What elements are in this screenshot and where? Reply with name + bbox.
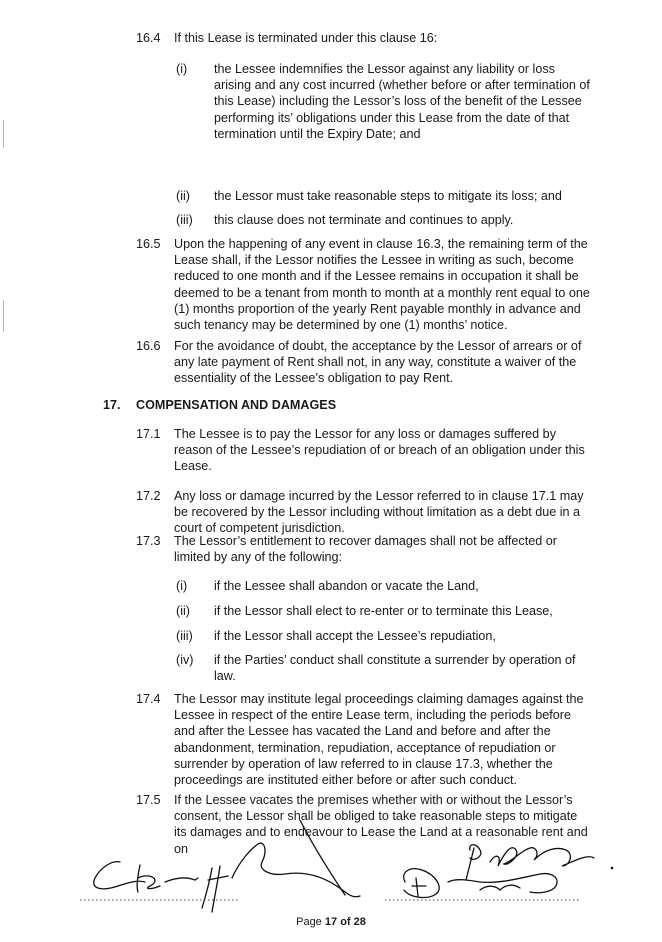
- page-total: 28: [353, 916, 366, 928]
- scan-margin-mark: [3, 120, 4, 148]
- clause-number: 17.4: [136, 692, 161, 706]
- item-text: if the Lessee shall abandon or vacate the Land,: [214, 579, 479, 593]
- page-footer: [0, 916, 662, 928]
- item-number: (i): [176, 62, 188, 76]
- item-number: (i): [176, 579, 188, 593]
- clause-number: 17.3: [136, 534, 161, 548]
- item-text: this clause does not terminate and continues to apply.: [214, 213, 514, 227]
- clause-number: 17.5: [136, 793, 161, 807]
- clause-text: The Lessor may institute legal proceedings claiming damages against the Lessee in respect of the entire Lease term, including the periods before and after the Lessee has vacated the Land and before and after the abandonment, termination, repudiation, acceptance of repudiation or surrender by operation of law referred to in clause 17.3, whether the proceedings are instituted either before or after such conduct.: [174, 692, 584, 788]
- item-text: if the Lessor shall elect to re-enter or to terminate this Lease,: [214, 604, 553, 618]
- item-number: (iv): [176, 653, 194, 667]
- item-number: (iii): [176, 213, 193, 227]
- clause-text: If the Lessee vacates the premises whether with or without the Lessor’s consent, the Lessor shall be obliged to take reasonable steps to mitigate its damages and to endeavour to Lease the Land at a reasonable rent and on: [174, 793, 588, 856]
- clause-text: Upon the happening of any event in clause 16.3, the remaining term of the Lease shall, if the Lessor notifies the Lessee in writing as such, become reduced to one month and if the Lessee remains in occupation it shall be deemed to be a tenant from month to month at a monthly rent equal to one (1) months proportion of the yearly Rent payable monthly in advance and such tenancy may be determined by one (1) months’ notice.: [174, 237, 590, 333]
- clause-text: The Lessor’s entitlement to recover damages shall not be affected or limited by any of the following:: [174, 534, 557, 565]
- page-label: Page: [296, 916, 322, 928]
- page-current: 17: [324, 916, 338, 928]
- clause-number: 16.5: [136, 237, 161, 251]
- handwritten-signature-lessor-icon: [94, 820, 360, 912]
- item-text: if the Lessor shall accept the Lessee’s repudiation,: [214, 629, 496, 643]
- scan-margin-mark: [3, 300, 4, 332]
- section-number: 17.: [103, 398, 121, 412]
- clause-number: 16.4: [136, 31, 161, 45]
- clause-text: If this Lease is terminated under this clause 16:: [174, 31, 438, 45]
- item-number: (ii): [176, 604, 190, 618]
- section-title: COMPENSATION AND DAMAGES: [136, 398, 337, 412]
- clause-number: 16.6: [136, 339, 161, 353]
- clause-number: 17.1: [136, 427, 161, 441]
- item-text: the Lessee indemnifies the Lessor against any liability or loss arising and any cost incurred (whether before or after termination of this Lease) including the Lessor’s loss of the benefit of the Lessee performing its’ obligations under this Lease from the date of that termination until the Expiry Date; and: [214, 62, 590, 141]
- clause-text: Any loss or damage incurred by the Lessor referred to in clause 17.1 may be recovered by the Lessor including without limitation as a debt due in a court of competent jurisdiction.: [174, 489, 584, 536]
- item-text: if the Parties’ conduct shall constitute a surrender by operation of law.: [214, 653, 576, 684]
- clause-text: The Lessee is to pay the Lessor for any loss or damages suffered by reason of the Lessee’s repudiation of or breach of an obligation under this Lease.: [174, 427, 585, 474]
- clause-text: For the avoidance of doubt, the acceptance by the Lessor of arrears or of any late payment of Rent shall not, in any way, constitute a waiver of the essentiality of the Lessee’s obligation to pay Rent.: [174, 339, 582, 386]
- item-number: (ii): [176, 189, 190, 203]
- page-of: of: [340, 916, 351, 928]
- handwritten-signature-lessee-icon: [404, 845, 594, 898]
- ink-dot: [611, 867, 614, 870]
- signature-area: [0, 820, 662, 915]
- item-number: (iii): [176, 629, 193, 643]
- item-text: the Lessor must take reasonable steps to mitigate its loss; and: [214, 189, 562, 203]
- clause-number: 17.2: [136, 489, 161, 503]
